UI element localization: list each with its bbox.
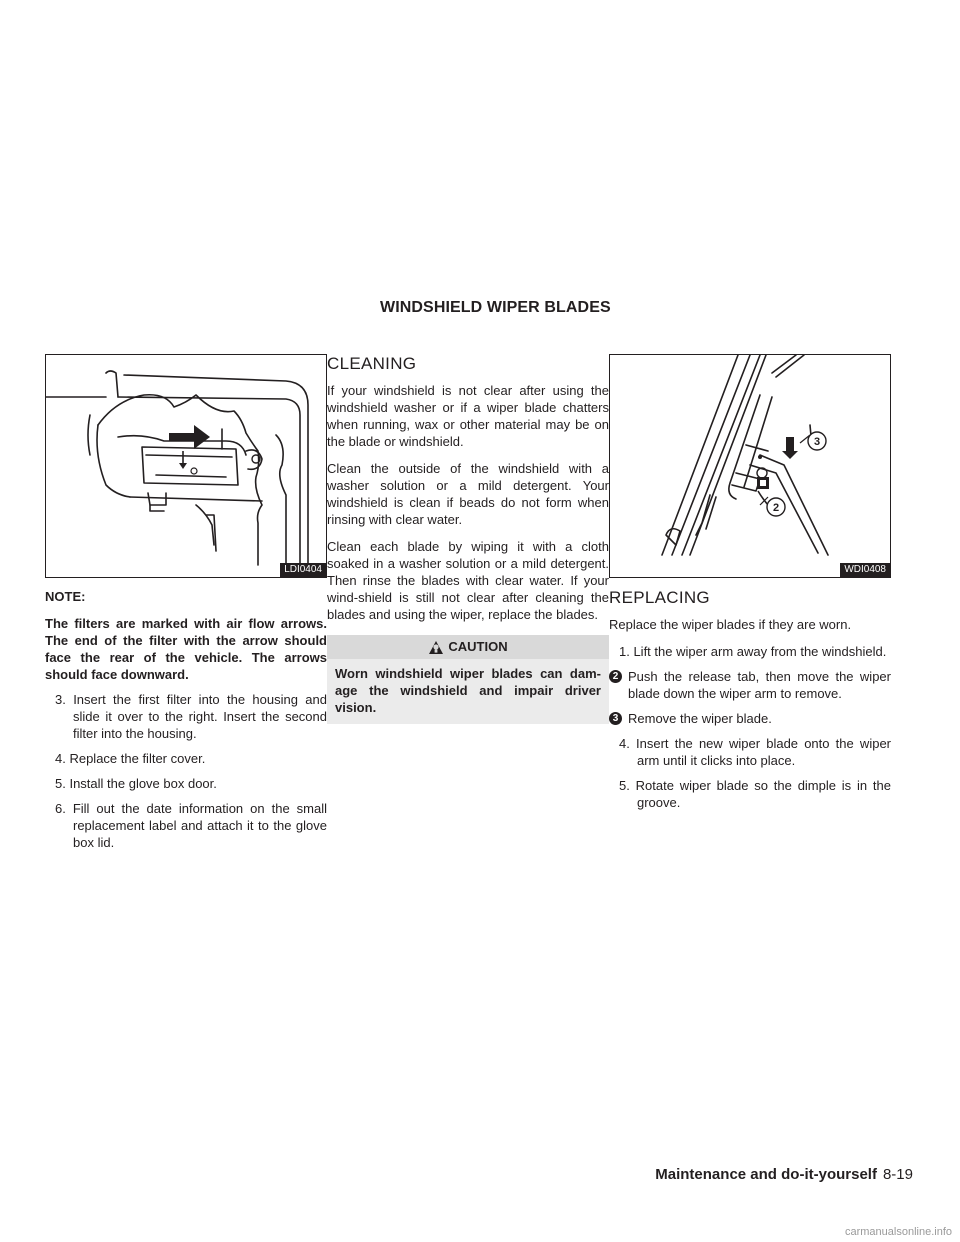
column-left — [45, 354, 327, 859]
column-right — [609, 354, 891, 819]
chapter-title: Maintenance and do-it-yourself — [655, 1166, 877, 1183]
list-item: 5. Install the glove box door. — [55, 776, 217, 791]
caution-box — [327, 635, 609, 724]
replacing-intro: Replace the wiper blades if they are worn. — [609, 617, 852, 632]
list-item: 3. Insert the first filter into the housing and slide it over to the right. Insert the second filter into the housing. — [55, 692, 327, 741]
note-label: NOTE: — [45, 589, 86, 604]
caution-header — [327, 635, 609, 659]
list-item: 4. Insert the new wiper blade onto the wiper arm until it clicks into place. — [619, 736, 891, 768]
wiper-blade-illustration — [610, 355, 890, 577]
cleaning-paragraph: If your windshield is not clear after using the windshield washer or if a wiper blade chatters when running, wax or other material may be on the blade or windshield. — [327, 383, 609, 449]
replacing-heading: REPLACING — [609, 588, 710, 607]
substep-text: Remove the wiper blade. — [628, 711, 772, 726]
callout-2: 2 — [772, 502, 780, 514]
note-body: The filters are marked with air flow arrows. The end of the filter with the arrow should face the rear of the vehicle. The arrows should face downward. — [45, 616, 327, 682]
substep-3 — [609, 710, 891, 727]
figure-wiper-blade — [609, 354, 891, 578]
list-item: 6. Fill out the date information on the small replacement label and attach it to the glove box lid. — [55, 801, 327, 850]
figure-code: WDI0408 — [840, 563, 890, 577]
substep-text: Push the release tab, then move the wiper blade down the wiper arm to remove. — [628, 669, 891, 701]
cleaning-heading: CLEANING — [327, 354, 417, 373]
cleaning-paragraph: Clean each blade by wiping it with a cloth soaked in a washer solution or a mild detergent. Then rinse the blades with clear water. If your wind-shield is still not clear after cleaning the blades and using the wiper, replace the blades. — [327, 539, 609, 622]
cleaning-paragraph: Clean the outside of the windshield with a washer solution or a mild detergent. Your windshield is clean if beads do not form when rinsing with clear water. — [327, 461, 609, 527]
list-item: 5. Rotate wiper blade so the dimple is in the groove. — [619, 778, 891, 810]
replacing-steps-list — [609, 643, 891, 660]
substep-2 — [609, 668, 891, 702]
list-item: 4. Replace the filter cover. — [55, 751, 206, 766]
filter-steps-list — [45, 691, 327, 851]
watermark: carmanualsonline.info — [844, 1226, 952, 1238]
caution-label: CAUTION — [448, 639, 508, 654]
section-heading: WINDSHIELD WIPER BLADES — [380, 299, 611, 316]
page-number: 8-19 — [882, 1166, 913, 1183]
caution-icon — [428, 640, 444, 655]
callout-3: 3 — [813, 436, 821, 448]
figure-filter-housing — [45, 354, 327, 578]
circled-number-3: 3 — [609, 712, 622, 725]
list-item: 1. Lift the wiper arm away from the windshield. — [619, 644, 887, 659]
figure-code: LDI0404 — [280, 563, 326, 577]
circled-number-2: 2 — [609, 670, 622, 683]
column-middle — [327, 354, 609, 724]
replacing-steps-list-2 — [609, 735, 891, 811]
page-footer — [655, 1166, 913, 1183]
filter-housing-illustration — [46, 355, 326, 577]
caution-body: Worn windshield wiper blades can dam-age the windshield and impair driver vision. — [327, 659, 609, 724]
